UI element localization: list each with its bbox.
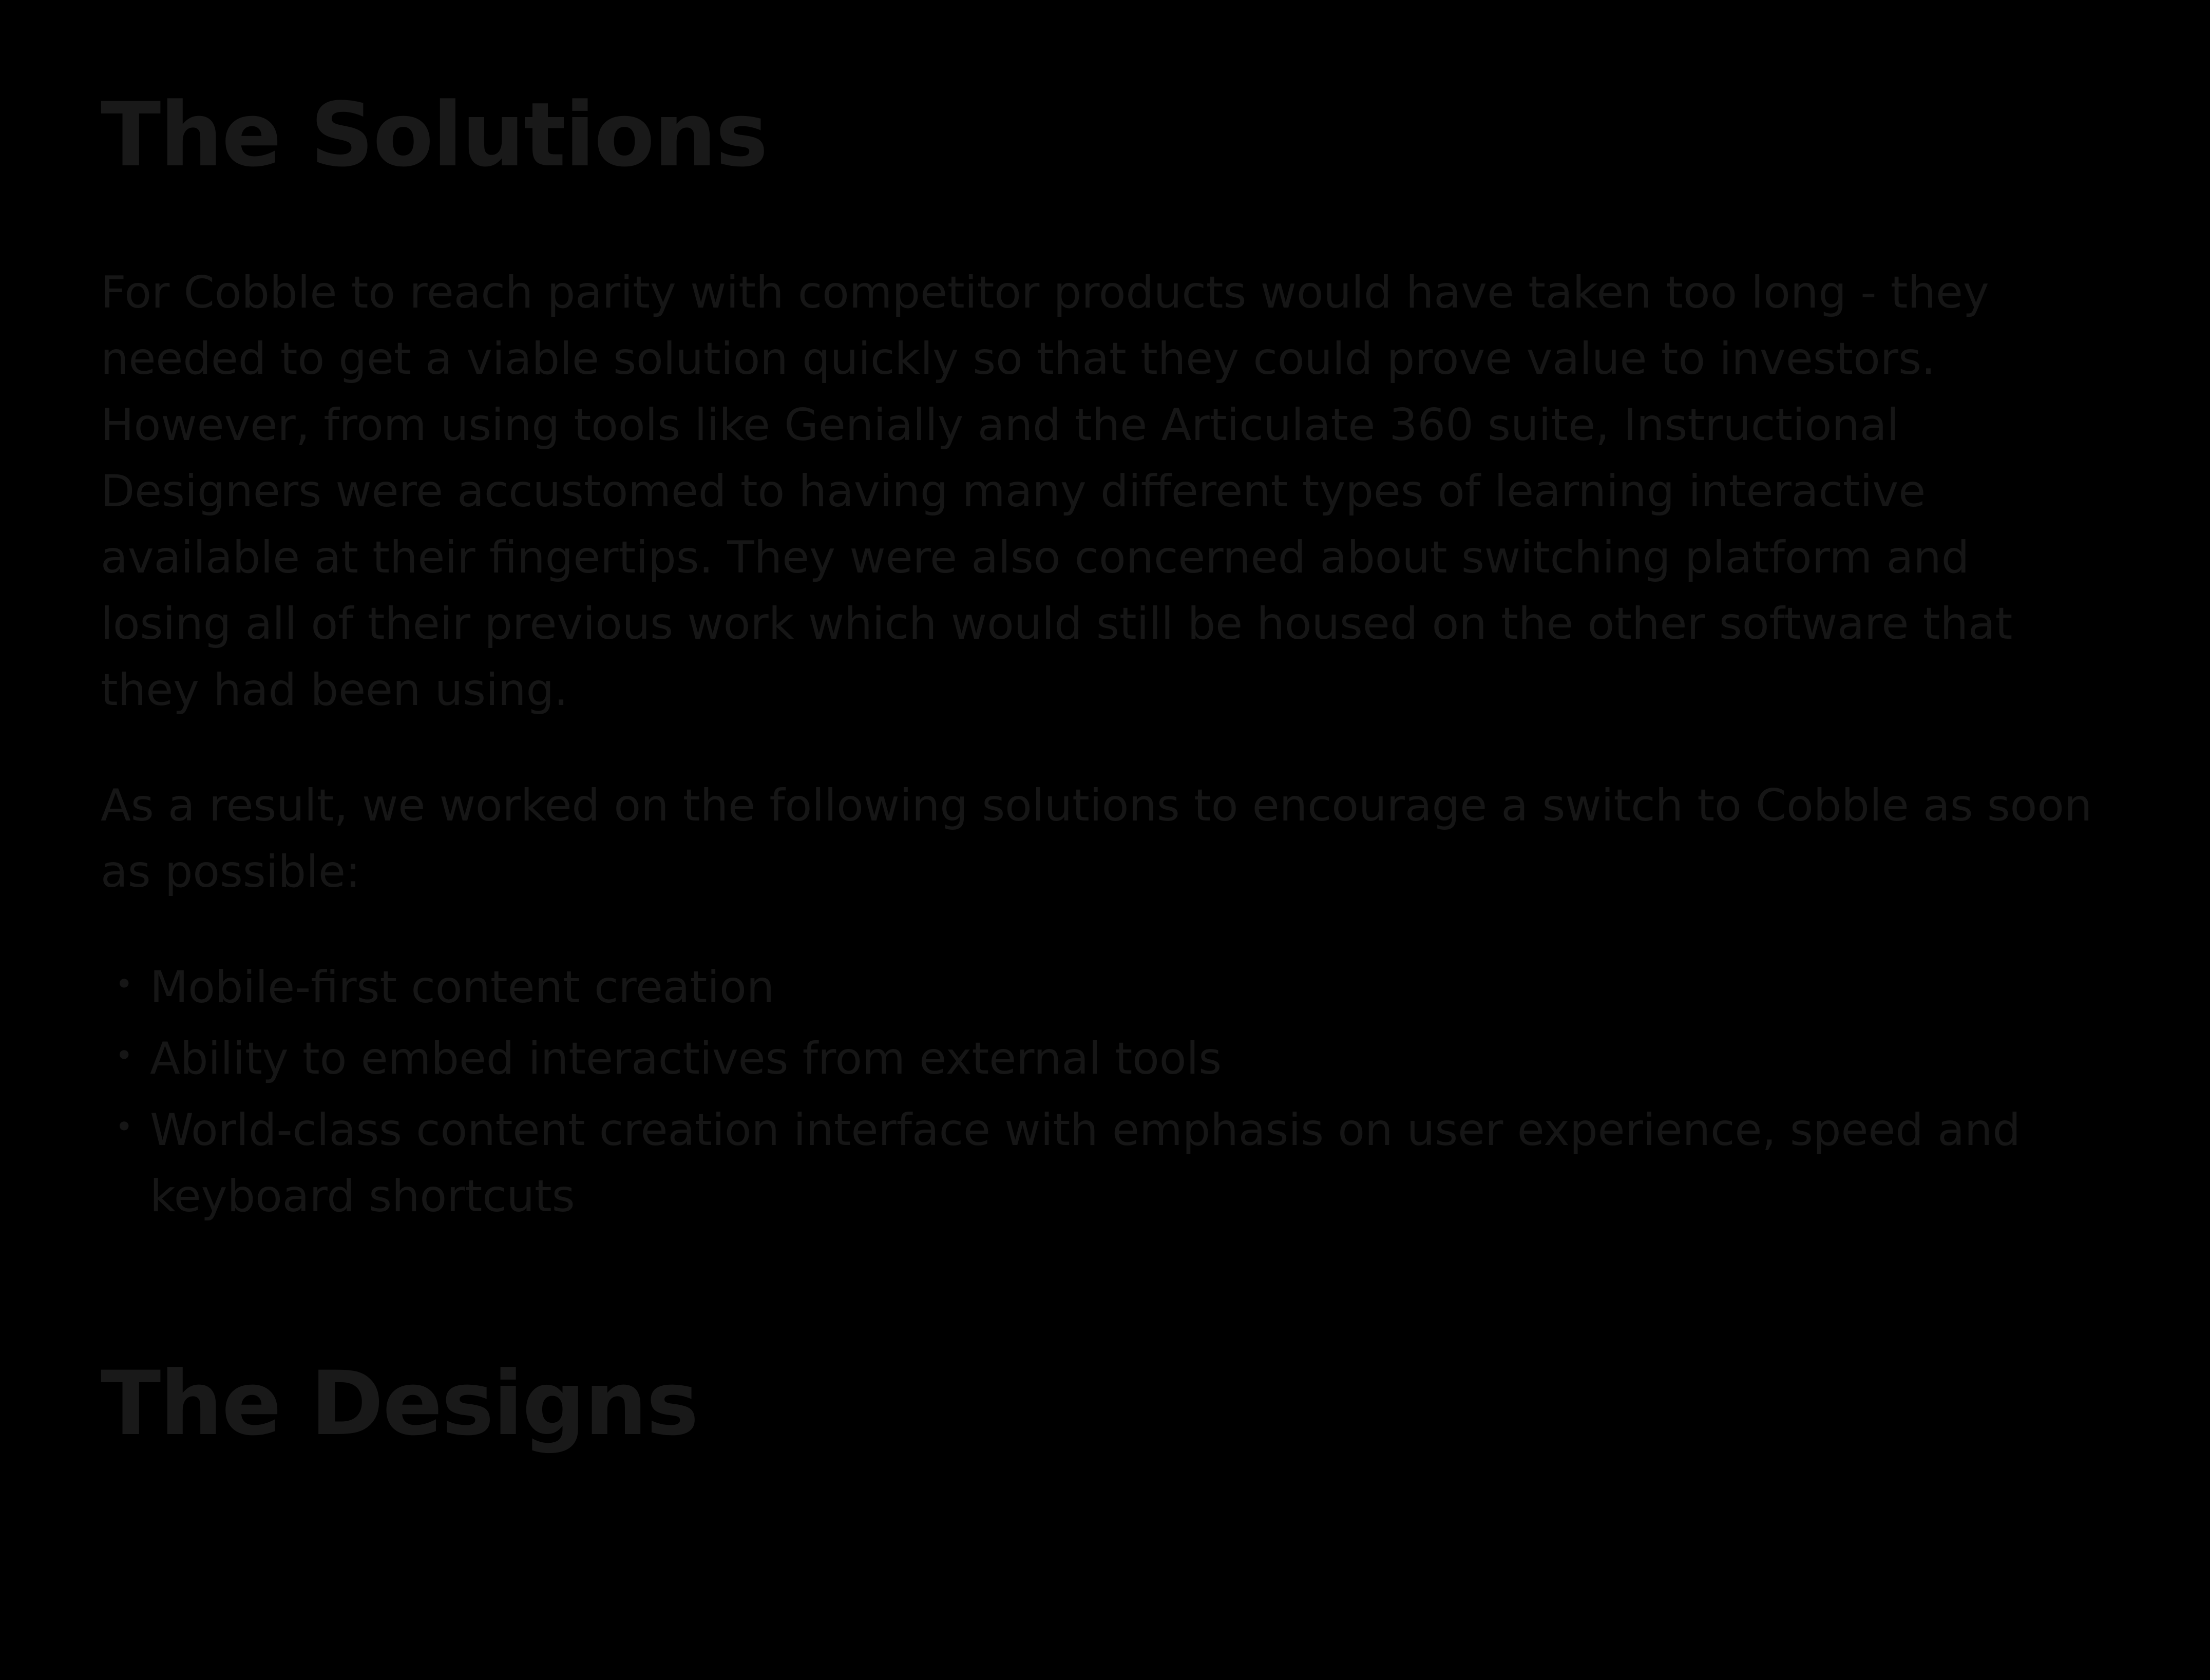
solutions-bullet-list (101, 954, 2112, 1230)
solutions-paragraph-1: For Cobble to reach parity with competitor products would have taken too long - they needed to get a viable solution quickly so that they could prove value to investors. However, from using tools like Genially and the Articulate 360 suite, Instructional Designers were accustomed to having many different types of learning interactive available at their fingertips. They were also concerned about switching platform and losing all of their previous work which would still be housed on the other software that they had been using. (101, 266, 2013, 716)
solutions-paragraph-2: As a result, we worked on the following solutions to encourage a switch to Cobble as soon as possible: (101, 779, 2092, 898)
page-title-designs: The Designs (101, 1351, 698, 1455)
list-item: • World-class content creation interface with emphasis on user experience, speed and keyboard shortcuts (101, 1097, 2112, 1230)
solutions-body (101, 260, 2112, 1230)
list-item: • Mobile-first content creation (101, 954, 2112, 1021)
list-item: • Ability to embed interactives from external tools (101, 1026, 2112, 1092)
page-title-solutions: The Solutions (101, 83, 767, 186)
